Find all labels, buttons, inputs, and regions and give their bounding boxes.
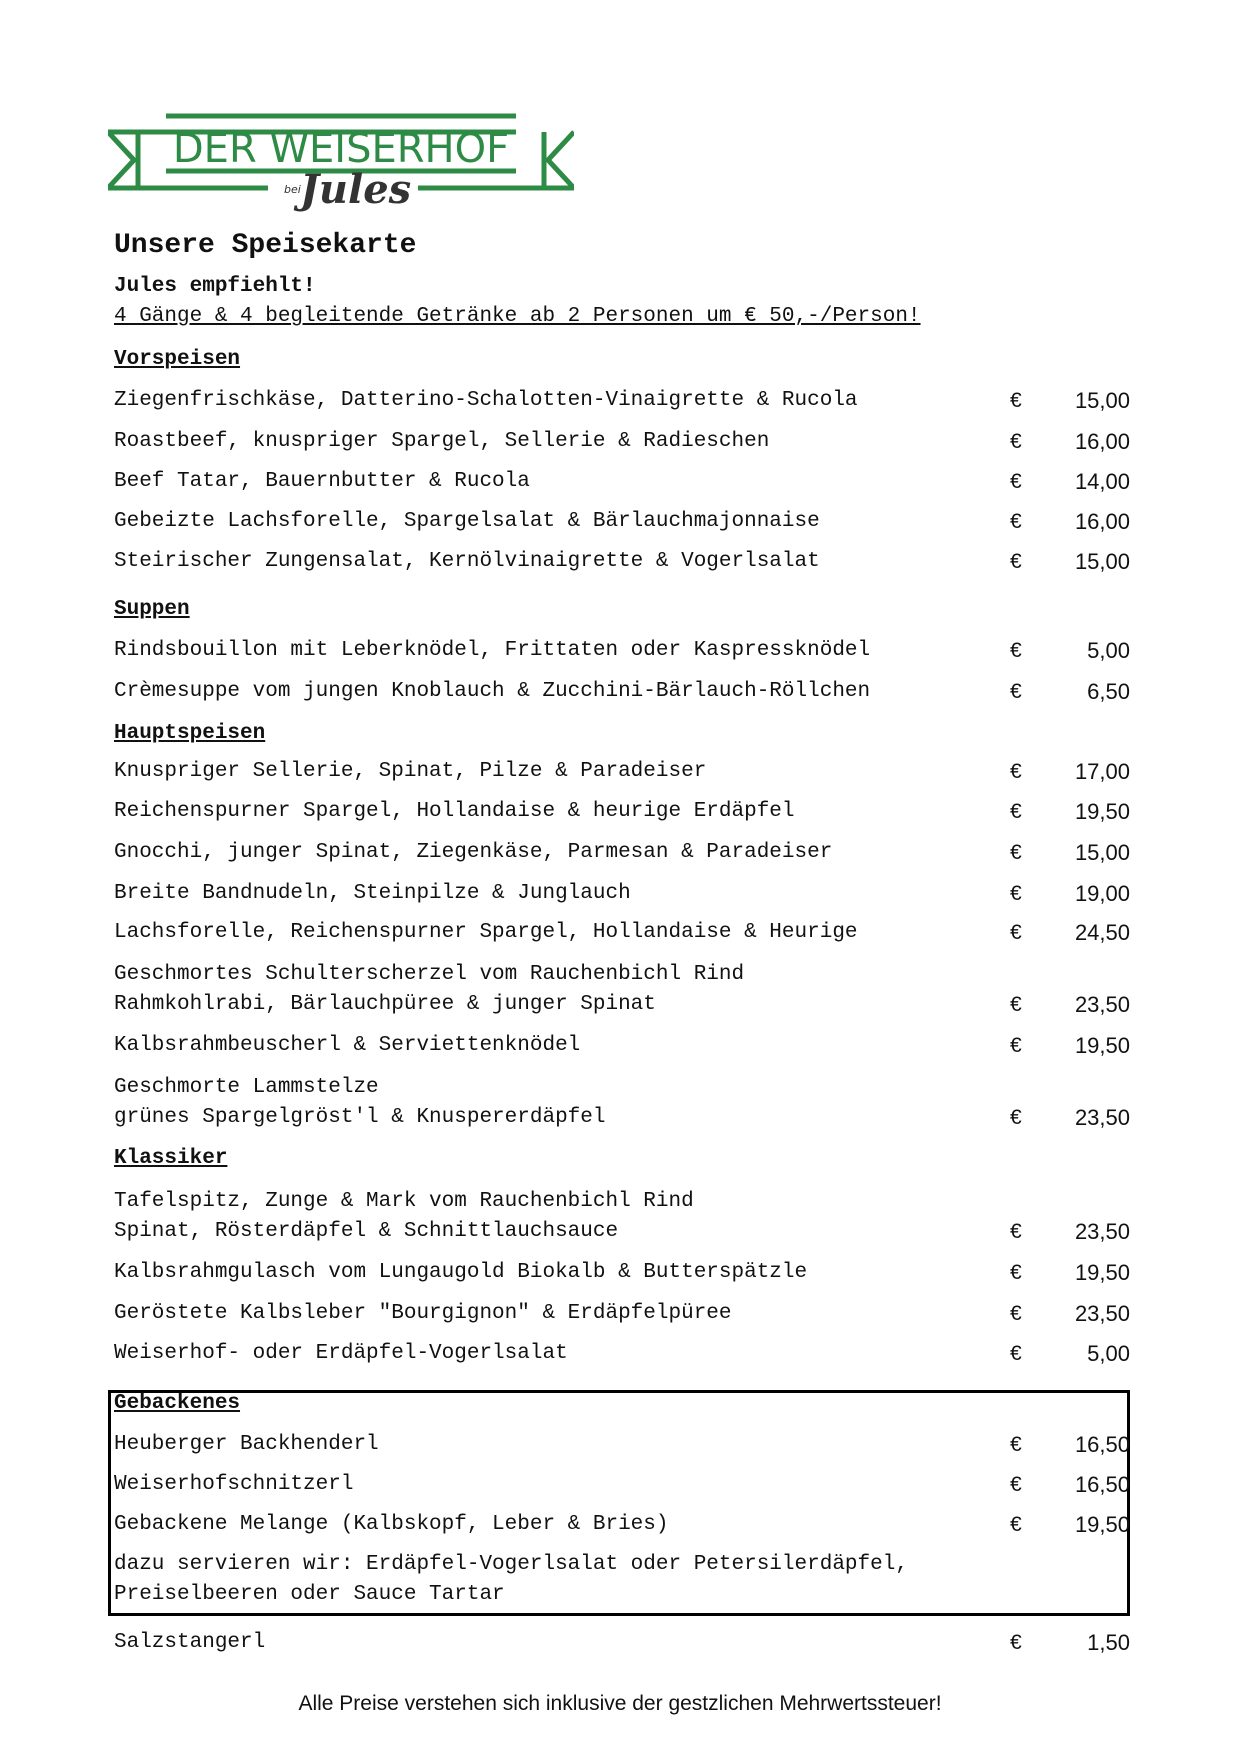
currency-symbol: €: [1010, 680, 1022, 703]
item-price: 19,00: [1074, 881, 1130, 906]
item-price: 23,50: [1074, 1219, 1130, 1244]
currency-symbol: €: [1010, 389, 1022, 412]
item-name: Steirischer Zungensalat, Kernölvinaigrette & Vogerlsalat: [114, 550, 820, 573]
item-price: 16,50: [1074, 1432, 1130, 1457]
item-name: Geröstete Kalbsleber "Bourgignon" & Erdäpfelpüree: [114, 1302, 732, 1325]
recommendation-heading: Jules empfiehlt!: [114, 275, 316, 298]
item-price: 15,00: [1074, 840, 1130, 865]
currency-symbol: €: [1010, 1433, 1022, 1456]
restaurant-logo: [108, 105, 574, 221]
currency-symbol: €: [1010, 1261, 1022, 1284]
item-price: 16,00: [1074, 429, 1130, 454]
item-name: Crèmesuppe vom jungen Knoblauch & Zucchini-Bärlauch-Röllchen: [114, 680, 871, 703]
section-title-suppen: Suppen: [114, 598, 190, 621]
note-line-1: dazu servieren wir: Erdäpfel-Vogerlsalat oder Petersilerdäpfel,: [114, 1553, 908, 1576]
currency-symbol: €: [1010, 510, 1022, 533]
currency-symbol: €: [1010, 1106, 1022, 1129]
currency-symbol: €: [1010, 1513, 1022, 1536]
item-price: 16,00: [1074, 509, 1130, 534]
item-name: Gebeizte Lachsforelle, Spargelsalat & Bärlauchmajonnaise: [114, 510, 820, 533]
currency-symbol: €: [1010, 430, 1022, 453]
item-price: 1,50: [1087, 1630, 1130, 1655]
logo-graphic: [108, 105, 574, 221]
item-name: Knuspriger Sellerie, Spinat, Pilze & Paradeiser: [114, 760, 707, 783]
menu-item: [114, 677, 1130, 707]
item-name-line2: Spinat, Rösterdäpfel & Schnittlauchsauce: [114, 1220, 619, 1243]
item-price: 19,50: [1074, 1260, 1130, 1285]
section-title-vorspeisen: Vorspeisen: [114, 348, 241, 371]
item-name: Gnocchi, junger Spinat, Ziegenkäse, Parmesan & Paradeiser: [114, 841, 833, 864]
menu-item: [114, 838, 1130, 868]
menu-item: [114, 1430, 1130, 1460]
currency-symbol: €: [1010, 639, 1022, 662]
item-price: 17,00: [1074, 759, 1130, 784]
currency-symbol: €: [1010, 1631, 1022, 1654]
item-name: Geschmorte Lammstelze: [114, 1076, 379, 1099]
item-name: Beef Tatar, Bauernbutter & Rucola: [114, 470, 530, 493]
menu-item: [114, 797, 1130, 827]
currency-symbol: €: [1010, 841, 1022, 864]
item-price: 23,50: [1074, 1301, 1130, 1326]
currency-symbol: €: [1010, 1220, 1022, 1243]
item-price: 5,00: [1087, 638, 1130, 663]
item-name: Geschmortes Schulterscherzel vom Rauchenbichl Rind: [114, 963, 745, 986]
item-price: 19,50: [1074, 799, 1130, 824]
section-title-hauptspeisen: Hauptspeisen: [114, 722, 266, 745]
menu-item: [114, 1073, 1130, 1133]
menu-item: [114, 879, 1130, 909]
menu-item: [114, 960, 1130, 1020]
logo-script: Jules: [300, 166, 412, 213]
menu-item: [114, 1299, 1130, 1329]
menu-item: [114, 1510, 1130, 1540]
currency-symbol: €: [1010, 882, 1022, 905]
menu-item-extra: [114, 1628, 1130, 1658]
menu-item: [114, 467, 1130, 497]
currency-symbol: €: [1010, 550, 1022, 573]
item-price: 24,50: [1074, 920, 1130, 945]
item-name: Weiserhofschnitzerl: [114, 1473, 354, 1496]
item-name: Kalbsrahmbeuscherl & Serviettenknödel: [114, 1034, 581, 1057]
currency-symbol: €: [1010, 993, 1022, 1016]
item-price: 14,00: [1074, 469, 1130, 494]
currency-symbol: €: [1010, 1473, 1022, 1496]
page-title: Unsere Speisekarte: [114, 230, 417, 261]
menu-item: [114, 1187, 1130, 1247]
menu-item: [114, 507, 1130, 537]
item-name: Tafelspitz, Zunge & Mark vom Rauchenbichl Rind: [114, 1190, 694, 1213]
currency-symbol: €: [1010, 1302, 1022, 1325]
item-name: Salzstangerl: [114, 1631, 266, 1654]
item-price: 15,00: [1074, 388, 1130, 413]
menu-item: [114, 1031, 1130, 1061]
item-price: 5,00: [1087, 1341, 1130, 1366]
item-name: Ziegenfrischkäse, Datterino-Schalotten-Vinaigrette & Rucola: [114, 389, 858, 412]
item-name: Kalbsrahmgulasch vom Lungaugold Biokalb & Butterspätzle: [114, 1261, 808, 1284]
menu-item: [114, 547, 1130, 577]
currency-symbol: €: [1010, 921, 1022, 944]
section-title-klassiker: Klassiker: [114, 1147, 228, 1170]
logo-sub-small: bei: [284, 183, 301, 196]
item-price: 19,50: [1074, 1033, 1130, 1058]
promo-offer: 4 Gänge & 4 begleitende Getränke ab 2 Personen um € 50,-/Person!: [114, 305, 921, 328]
item-price: 6,50: [1087, 679, 1130, 704]
item-name: Weiserhof- oder Erdäpfel-Vogerlsalat: [114, 1342, 568, 1365]
currency-symbol: €: [1010, 1034, 1022, 1057]
item-name-line2: grünes Spargelgröst'l & Knuspererdäpfel: [114, 1106, 606, 1129]
menu-item: [114, 1258, 1130, 1288]
item-name-line2: Rahmkohlrabi, Bärlauchpüree & junger Spinat: [114, 993, 656, 1016]
item-name: Roastbeef, knuspriger Spargel, Sellerie & Radieschen: [114, 430, 770, 453]
section-title-gebackenes: Gebackenes: [114, 1392, 241, 1415]
menu-item: [114, 427, 1130, 457]
item-price: 15,00: [1074, 549, 1130, 574]
menu-item: [114, 636, 1130, 666]
logo-name: DER WEISERHOF: [172, 126, 510, 172]
note-line-2: Preiselbeeren oder Sauce Tartar: [114, 1583, 505, 1606]
item-price: 23,50: [1074, 1105, 1130, 1130]
menu-item: [114, 1339, 1130, 1369]
item-name: Reichenspurner Spargel, Hollandaise & heurige Erdäpfel: [114, 800, 795, 823]
menu-item: [114, 757, 1130, 787]
gebackenes-note: [114, 1550, 1130, 1610]
menu-item: [114, 1470, 1130, 1500]
item-price: 23,50: [1074, 992, 1130, 1017]
currency-symbol: €: [1010, 760, 1022, 783]
currency-symbol: €: [1010, 800, 1022, 823]
item-price: 16,50: [1074, 1472, 1130, 1497]
item-name: Rindsbouillon mit Leberknödel, Frittaten oder Kaspressknödel: [114, 639, 871, 662]
menu-item: [114, 386, 1130, 416]
item-name: Gebackene Melange (Kalbskopf, Leber & Bries): [114, 1513, 669, 1536]
item-name: Heuberger Backhenderl: [114, 1433, 379, 1456]
currency-symbol: €: [1010, 470, 1022, 493]
item-name: Lachsforelle, Reichenspurner Spargel, Hollandaise & Heurige: [114, 921, 858, 944]
currency-symbol: €: [1010, 1342, 1022, 1365]
item-name: Breite Bandnudeln, Steinpilze & Junglauch: [114, 882, 631, 905]
footer-note: Alle Preise verstehen sich inklusive der gestzlichen Mehrwertssteuer!: [298, 1692, 942, 1715]
menu-item: [114, 918, 1130, 948]
item-price: 19,50: [1074, 1512, 1130, 1537]
